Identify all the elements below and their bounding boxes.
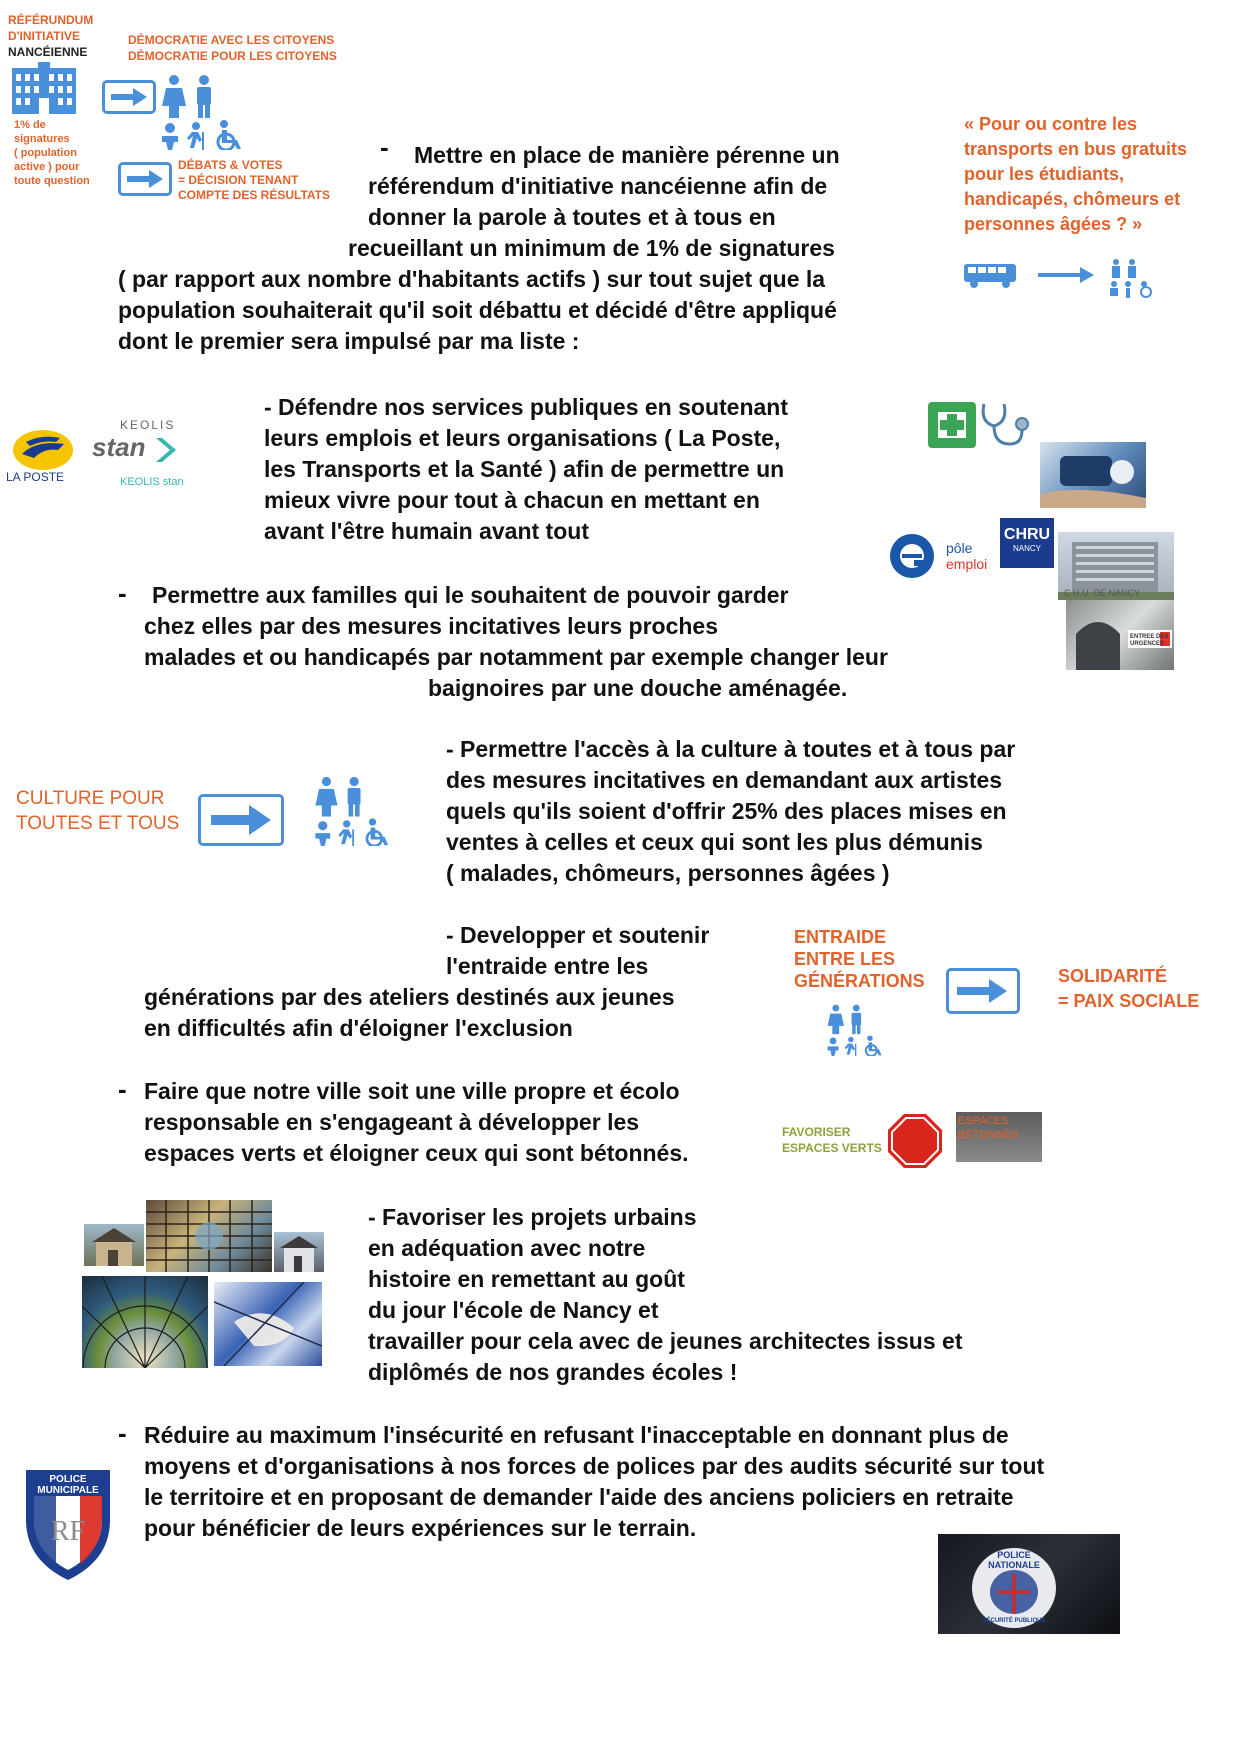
paragraph-line: diplômés de nos grandes écoles ! <box>368 1359 738 1385</box>
green-label-line: FAVORISER <box>782 1125 851 1139</box>
paragraph-green-city <box>144 1076 784 1169</box>
nancy-house-photo <box>84 1224 144 1266</box>
pole-emploi-text <box>946 540 987 572</box>
city-hall-icon <box>12 62 76 114</box>
chru-text: CHRU <box>1003 526 1051 543</box>
stop-sign-icon <box>888 1114 942 1168</box>
referendum-label <box>8 12 93 60</box>
democracy-line: DÉMOCRATIE AVEC LES CITOYENS <box>128 33 335 47</box>
solidarite-label <box>1058 964 1199 1014</box>
people-accessibility-icon <box>160 74 250 150</box>
paragraph-line: leurs emplois et leurs organisations ( La Poste, <box>264 425 781 451</box>
paragraph-line: moyens et d'organisations à nos forces de polices par des audits sécurité sur tout <box>144 1453 1045 1479</box>
paragraph-line: les Transports et la Santé ) afin de permettre un <box>264 456 785 482</box>
concrete-label-line: BÉTONNÉS <box>958 1129 1019 1141</box>
solidarite-label-line: SOLIDARITÉ <box>1058 966 1168 986</box>
paragraph-line: Réduire au maximum l'insécurité en refusant l'inacceptable en donnant plus de <box>144 1422 1009 1448</box>
paragraph-families <box>144 580 1004 704</box>
people-accessibility-icon <box>826 1004 888 1056</box>
signatures-note-line: 1% de <box>14 119 46 131</box>
debates-note-line: = DÉCISION TENANT <box>178 173 299 187</box>
bus-to-people-icon <box>964 258 1174 298</box>
securite-publique-text: SÉCURITÉ PUBLIQUE <box>982 1618 1046 1624</box>
chu-caption: C.H.U. DE NANCY <box>1064 588 1141 598</box>
concrete-label <box>958 1114 1018 1142</box>
paragraph-line: pour bénéficier de leurs expériences sur le terrain. <box>144 1515 697 1541</box>
transport-question-line: pour les étudiants, <box>964 164 1125 184</box>
debates-note-line: COMPTE DES RÉSULTATS <box>178 188 331 202</box>
culture-label <box>16 786 179 836</box>
referendum-label-line: D'INITIATIVE <box>8 29 80 43</box>
paragraph-line: générations par des ateliers destinés aux jeunes <box>144 984 675 1010</box>
paragraph-line: ( malades, chômeurs, personnes âgées ) <box>446 860 890 886</box>
green-spaces-label <box>782 1124 882 1156</box>
paragraph-line: - Developper et soutenir <box>446 922 710 948</box>
arrow-right-icon <box>198 794 284 846</box>
stained-glass-figure-photo <box>214 1282 322 1366</box>
signatures-note-line: active ) pour <box>14 161 80 173</box>
entraide-label-line: ENTRAIDE <box>794 927 887 947</box>
bullet-dash: - <box>118 1418 127 1448</box>
police-municipale-line: MUNICIPALE <box>37 1485 99 1496</box>
paragraph-public-services <box>264 392 884 547</box>
arrow-right-icon <box>946 968 1020 1014</box>
concrete-spaces-photo <box>956 1112 1042 1162</box>
transport-question <box>964 112 1187 237</box>
democracy-line: DÉMOCRATIE POUR LES CITOYENS <box>128 49 337 63</box>
stethoscope-icon <box>978 400 1034 450</box>
chru-subtext: NANCY <box>1012 544 1041 553</box>
transport-question-line: transports en bus gratuits <box>964 139 1188 159</box>
bullet-dash: - <box>118 1074 127 1104</box>
entraide-label <box>794 926 925 992</box>
paragraph-line: recueillant un minimum de 1% de signatures <box>348 235 835 261</box>
paragraph-referendum <box>118 140 918 357</box>
paragraph-security <box>144 1420 1144 1544</box>
pole-text: pôle <box>946 540 973 556</box>
paragraph-line: en difficultés afin d'éloigner l'exclusion <box>144 1015 573 1041</box>
police-nationale-line: POLICE <box>997 1550 1031 1560</box>
signatures-note-line: toute question <box>14 175 90 187</box>
paragraph-line: - Défendre nos services publiques en soutenant <box>264 394 789 420</box>
nancy-villa-photo <box>274 1232 324 1272</box>
stan-chevron-icon <box>152 436 180 464</box>
paragraph-line: population souhaiterait qu'il soit débattu et décidé d'être appliqué <box>118 297 837 323</box>
concrete-label-line: ESPACES <box>958 1115 1010 1127</box>
green-label-line: ESPACES VERTS <box>782 1141 882 1155</box>
paragraph-line: Faire que notre ville soit une ville propre et écolo <box>144 1078 680 1104</box>
la-poste-logo <box>10 428 76 472</box>
keolis-stan-small: KEOLIS stan <box>120 476 184 488</box>
emploi-text: emploi <box>946 556 988 572</box>
stained-glass-ceiling-photo <box>146 1200 272 1272</box>
paragraph-line: responsable en s'engageant à développer les <box>144 1109 640 1135</box>
debates-note-line: DÉBATS & VOTES <box>178 158 283 172</box>
paragraph-line: - Favoriser les projets urbains <box>368 1204 697 1230</box>
democracy-lines <box>128 32 337 64</box>
paragraph-line: quels qu'ils soient d'offrir 25% des places mises en <box>446 798 1007 824</box>
entraide-label-line: GÉNÉRATIONS <box>794 971 925 991</box>
culture-label-line: TOUTES ET TOUS <box>16 813 180 834</box>
paragraph-culture <box>446 734 1086 889</box>
solidarite-label-line: = PAIX SOCIALE <box>1058 991 1200 1011</box>
paragraph-line: Permettre aux familles qui le souhaitent de pouvoir garder <box>152 582 789 608</box>
paragraph-line: mieux vivre pour tout à chacun en mettant en <box>264 487 760 513</box>
referendum-label-line: NANCÉIENNE <box>8 45 88 59</box>
paragraph-line: avant l'être humain avant tout <box>264 518 589 544</box>
paragraph-line: référendum d'initiative nancéienne afin de <box>368 173 828 199</box>
police-municipale-text <box>22 1474 114 1496</box>
entraide-label-line: ENTRE LES <box>794 949 896 969</box>
signatures-note <box>14 118 90 188</box>
la-poste-label: LA POSTE <box>6 470 65 484</box>
pole-emploi-logo <box>890 534 934 578</box>
paragraph-urban-projects <box>368 1202 1088 1388</box>
police-nationale-photo <box>938 1534 1120 1634</box>
paragraph-line: l'entraide entre les <box>446 953 649 979</box>
blood-pressure-photo <box>1040 442 1146 508</box>
culture-label-line: CULTURE POUR <box>16 788 165 809</box>
paragraph-line: chez elles par des mesures incitatives leurs proches <box>144 613 719 639</box>
transport-question-line: personnes âgées ? » <box>964 214 1143 234</box>
chru-logo <box>1000 518 1054 568</box>
arrow-right-icon <box>102 80 156 114</box>
police-nationale-line: NATIONALE <box>988 1560 1040 1570</box>
keolis-label: KEOLIS <box>120 418 176 432</box>
stan-logo-text: stan <box>92 432 146 462</box>
referendum-label-line: RÉFÉRUNDUM <box>8 13 94 27</box>
signatures-note-line: ( population <box>14 147 77 159</box>
police-municipale-badge <box>22 1466 114 1582</box>
paragraph-line: donner la parole à toutes et à tous en <box>368 204 776 230</box>
paragraph-generations <box>144 920 784 1044</box>
paragraph-line: ventes à celles et ceux qui sont les plus démunis <box>446 829 983 855</box>
police-nationale-text <box>974 1550 1054 1570</box>
transport-question-line: handicapés, chômeurs et <box>964 189 1181 209</box>
paragraph-line: baignoires par une douche aménagée. <box>428 675 848 701</box>
signatures-note-line: signatures <box>14 133 70 145</box>
transport-question-line: « Pour ou contre les <box>964 114 1138 134</box>
paragraph-line: des mesures incitatives en demandant aux artistes <box>446 767 1003 793</box>
urgences-sign-text: ENTREE DES URGENCES <box>1130 634 1169 647</box>
bullet-dash: - <box>380 132 389 162</box>
paragraph-line: ( par rapport aux nombre d'habitants actifs ) sur tout sujet que la <box>118 266 826 292</box>
people-accessibility-icon <box>312 776 398 846</box>
paragraph-line: en adéquation avec notre <box>368 1235 646 1261</box>
bullet-dash: - <box>118 578 127 608</box>
paragraph-line: Mettre en place de manière pérenne un <box>414 142 840 168</box>
police-municipale-line: POLICE <box>49 1474 87 1485</box>
peacock-stained-glass-photo <box>82 1276 208 1368</box>
police-rf-monogram: RF <box>50 1516 86 1547</box>
paragraph-line: histoire en remettant au goût <box>368 1266 685 1292</box>
pharmacy-cross-icon <box>928 402 976 448</box>
paragraph-line: le territoire et en proposant de demander l'aide des anciens policiers en retraite <box>144 1484 1014 1510</box>
paragraph-line: du jour l'école de Nancy et <box>368 1297 659 1323</box>
paragraph-line: malades et ou handicapés par notamment par exemple changer leur <box>144 644 888 670</box>
paragraph-line: dont le premier sera impulsé par ma liste : <box>118 328 580 354</box>
paragraph-line: espaces verts et éloigner ceux qui sont bétonnés. <box>144 1140 689 1166</box>
paragraph-line: travailler pour cela avec de jeunes architectes issus et <box>368 1328 963 1354</box>
paragraph-line: - Permettre l'accès à la culture à toutes et à tous par <box>446 736 1016 762</box>
